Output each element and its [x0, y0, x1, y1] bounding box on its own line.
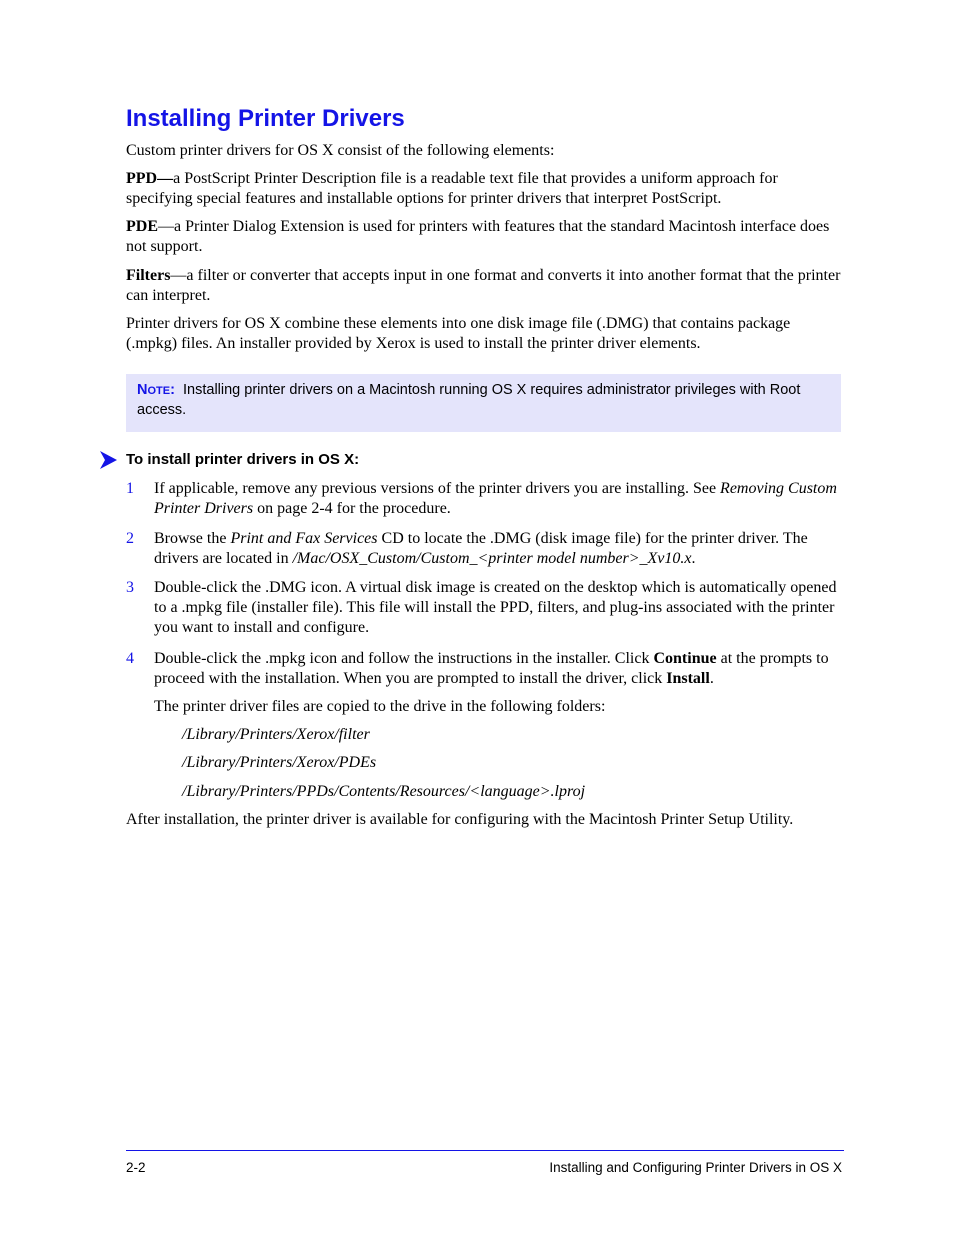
after-paragraph: After installation, the printer driver is available for configuring with the Macintosh Printer Setup Utility.: [126, 811, 794, 828]
step-text-part: .: [691, 550, 696, 567]
step-text: [154, 479, 842, 519]
note-label-first: N: [137, 382, 148, 398]
step-link-removing-drivers[interactable]: Removing Custom Printer Drivers: [154, 480, 837, 517]
step-text-part: at the prompts to proceed with the installation. When you are prompted to install the driver, click: [154, 650, 829, 687]
step-text: [154, 529, 842, 569]
step-number: 1: [126, 480, 134, 497]
install-label: Install: [666, 670, 710, 687]
pde-paragraph: [126, 217, 842, 257]
filters-paragraph: [126, 266, 842, 306]
step-text-part: .: [709, 670, 714, 687]
filters-term: Filters: [126, 267, 171, 284]
step-text-part: CD to locate the .DMG (disk image file) for the printer driver. The drivers are located in: [154, 530, 808, 567]
footer-divider: [126, 1150, 844, 1151]
procedure-arrow-icon: [98, 450, 118, 470]
combine-paragraph: Printer drivers for OS X combine these elements into one disk image file (.DMG) that contains package (.mpkg) files. An installer provided by Xerox is used to install the printer driver elements.: [126, 315, 791, 352]
footer-page-number: 2-2: [126, 1160, 146, 1175]
ppd-text: a PostScript Printer Description file is a readable text file that provides a uniform approach for specifying special features and installable options for printer drivers that interpret PostScript.: [126, 170, 778, 207]
footer-section-title: Installing and Configuring Printer Drivers in OS X: [549, 1160, 842, 1175]
note-label-colon: :: [170, 382, 175, 398]
step-number: 4: [126, 650, 134, 667]
step-text-part: If applicable, remove any previous versions of the printer drivers you are installing. See: [154, 480, 721, 497]
procedure-heading: To install printer drivers in OS X:: [126, 451, 360, 468]
note-text: Installing printer drivers on a Macintosh running OS X requires administrator privileges with Root access.: [137, 382, 801, 418]
step-number: 2: [126, 530, 134, 547]
cd-name: Print and Fax Services: [230, 530, 378, 547]
driver-path: /Mac/OSX_Custom/Custom_<printer model number>_Xv10.x: [292, 550, 692, 567]
copied-paragraph: The printer driver files are copied to the drive in the following folders:: [154, 698, 606, 715]
step-number: 3: [126, 579, 134, 596]
intro-paragraph: Custom printer drivers for OS X consist of the following elements:: [126, 142, 555, 159]
folder-path: /Library/Printers/Xerox/PDEs: [182, 754, 377, 771]
folder-path: /Library/Printers/Xerox/filter: [182, 726, 370, 743]
note-label-rest: OTE: [147, 385, 171, 397]
folder-path: /Library/Printers/PPDs/Contents/Resources/<language>.lproj: [182, 783, 586, 800]
ppd-paragraph: [126, 169, 842, 209]
step-text-part: Double-click the .mpkg icon and follow the instructions in the installer. Click: [154, 650, 654, 667]
step-text: Double-click the .DMG icon. A virtual disk image is created on the desktop which is automatically opened to a .mpkg file (installer file). This file will install the PPD, filters, and plug-ins associated with the printer you want to install and configure.: [154, 579, 837, 636]
pde-text: —a Printer Dialog Extension is used for printers with features that the standard Macintosh interface does not support.: [126, 218, 830, 255]
continue-label: Continue: [653, 650, 717, 667]
step-text: [154, 649, 842, 689]
ppd-term: PPD—: [126, 170, 174, 187]
pde-term: PDE: [126, 218, 158, 235]
step-text-part: on page 2-4 for the procedure.: [253, 500, 451, 517]
filters-text: —a filter or converter that accepts input in one format and converts it into another format that the printer can interpret.: [126, 267, 841, 304]
step-text-part: Browse the: [154, 530, 231, 547]
note-label: [137, 382, 175, 398]
note-box: [126, 374, 841, 432]
page-title: Installing Printer Drivers: [126, 105, 405, 132]
